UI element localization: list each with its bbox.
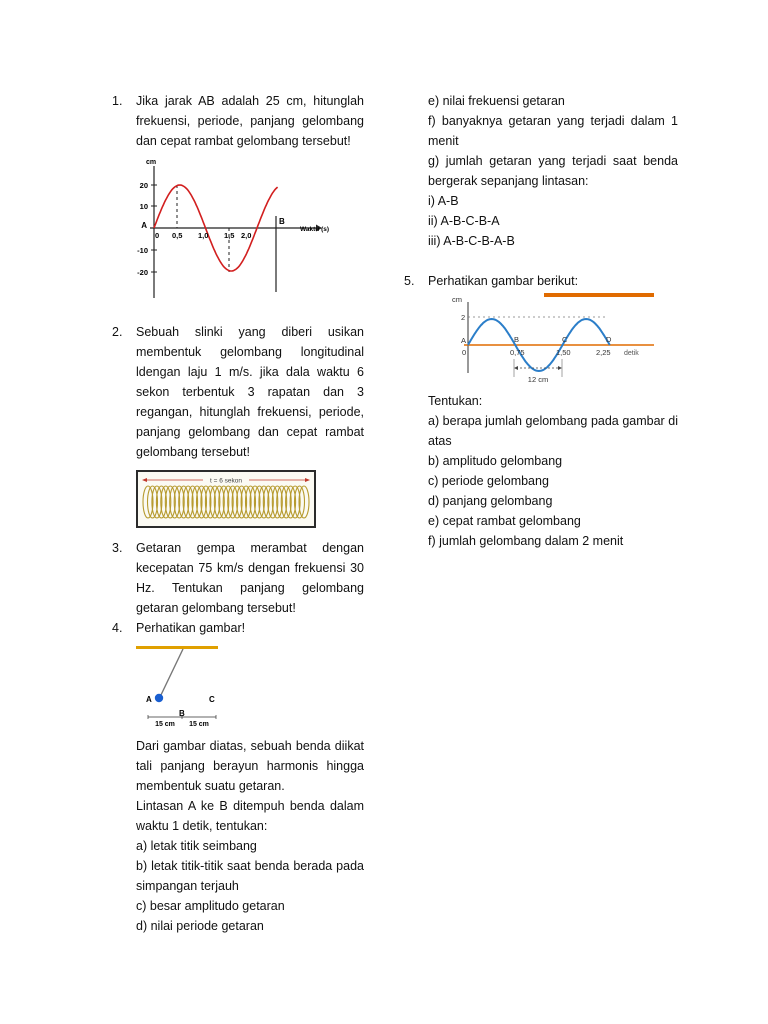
point-a-label: A [146,695,152,704]
question-text: Jika jarak AB adalah 25 cm, hitunglah frekuensi, periode, panjang gelombang dan cepat rambat gelombang tersebut! [136,94,364,148]
x-unit-label: detik [624,350,639,357]
wave-diagram [426,293,658,389]
point-c-label: C [562,335,568,344]
sine-wave-graph [128,158,343,300]
span-label: 12 cm [527,375,549,384]
question-number: 4. [112,621,123,635]
point-b-label: B [179,709,185,718]
list-item: b) amplitudo gelombang [428,454,563,468]
question-5 [404,271,678,291]
ytick-label: -20 [137,268,148,277]
sub-item: iii) A-B-C-B-A-B [428,234,515,248]
list-item: a) berapa jumlah gelombang pada gambar di atas [428,414,678,448]
time-label: t = 6 sekon [210,477,242,485]
xtick-label: 1,50 [556,348,571,357]
point-a-label: A [141,221,147,230]
list-item: e) nilai frekuensi getaran [428,94,565,108]
question-text: Getaran gempa merambat dengan kecepatan 75 km/s dengan frekuensi 30 Hz. Tentukan panjang gelombang getaran gelombang tersebut! [136,541,364,615]
xtick-label: 2,0 [241,231,252,240]
point-b-label: B [279,217,285,226]
wave-figure [426,293,658,389]
left-column [112,91,364,936]
pendulum-diagram [136,642,246,728]
x-axis-label: Waktu (s) [300,226,330,233]
origin-label: 0 [462,348,467,357]
question-number: 2. [112,325,123,339]
paragraph: Dari gambar diatas, sebuah benda diikat tali panjang berayun harmonis hingga membentuk suatu getaran. [136,739,364,793]
point-a-label: A [461,336,467,345]
slinky-image [136,470,316,528]
question-4 [112,618,364,638]
xtick-label: 2,25 [596,348,611,357]
highlight-bar [544,293,654,297]
pendulum-bob [155,694,163,702]
xtick-label: 0,75 [510,348,525,357]
question-4-body [136,736,364,936]
question-1 [112,91,364,151]
list-item: b) letak titik-titik saat benda berada pada simpangan terjauh [136,859,364,893]
point-c-label: C [209,695,215,704]
question-text: Sebuah slinki yang diberi usikan membentuk gelombang longitudinal ldengan laju 1 m/s. jika dala waktu 6 sekon terbentuk 3 rapatan dan 3 regangan, hitunglah frekuensi, periode, panjang gelombang dan cepat rambat gelombang tersebut! [136,325,364,459]
xtick-label: 1,5 [224,231,235,240]
list-item: c) periode gelombang [428,474,549,488]
xtick-label: 0 [155,231,160,240]
right-column [404,91,678,551]
list-item: d) panjang gelombang [428,494,553,508]
list-item: g) jumlah getaran yang terjadi saat benda bergerak sepanjang lintasan: [428,154,678,188]
question-number: 5. [404,274,415,288]
list-item: f) jumlah gelombang dalam 2 menit [428,534,624,548]
paragraph: Lintasan A ke B ditempuh benda dalam waktu 1 detik, tentukan: [136,799,364,833]
sub-item: i) A-B [428,194,459,208]
distance-label: 15 cm [189,721,209,728]
question-5-body [428,391,678,551]
slinky-figure [136,470,316,528]
list-item: c) besar amplitudo getaran [136,899,285,913]
amplitude-label: 2 [461,313,466,322]
question-2 [112,322,364,462]
paragraph: Tentukan: [428,394,483,408]
xtick-label: 0,5 [172,231,183,240]
ytick-label: -10 [137,246,148,255]
ceiling-bar [136,646,218,649]
ytick-label: 20 [139,181,148,190]
question-number: 3. [112,541,123,555]
list-item: a) letak titik seimbang [136,839,257,853]
y-unit-label: cm [146,159,157,166]
list-item: d) nilai periode getaran [136,919,264,933]
question-number: 1. [112,94,123,108]
sine-wave-figure [128,158,343,300]
list-item: f) banyaknya getaran yang terjadi dalam 1 menit [428,114,678,148]
ytick-label: 10 [139,202,148,211]
y-unit-label: cm [452,295,462,304]
question-title: Perhatikan gambar! [136,621,246,635]
list-item: e) cepat rambat gelombang [428,514,581,528]
xtick-label: 1,0 [198,231,209,240]
sub-item: ii) A-B-C-B-A [428,214,500,228]
question-3 [112,538,364,618]
pendulum-figure [136,642,246,728]
question-title: Perhatikan gambar berikut: [428,274,579,288]
point-d-label: D [606,335,612,344]
point-b-label: B [514,335,520,344]
distance-label: 15 cm [155,721,175,728]
string [160,649,183,697]
